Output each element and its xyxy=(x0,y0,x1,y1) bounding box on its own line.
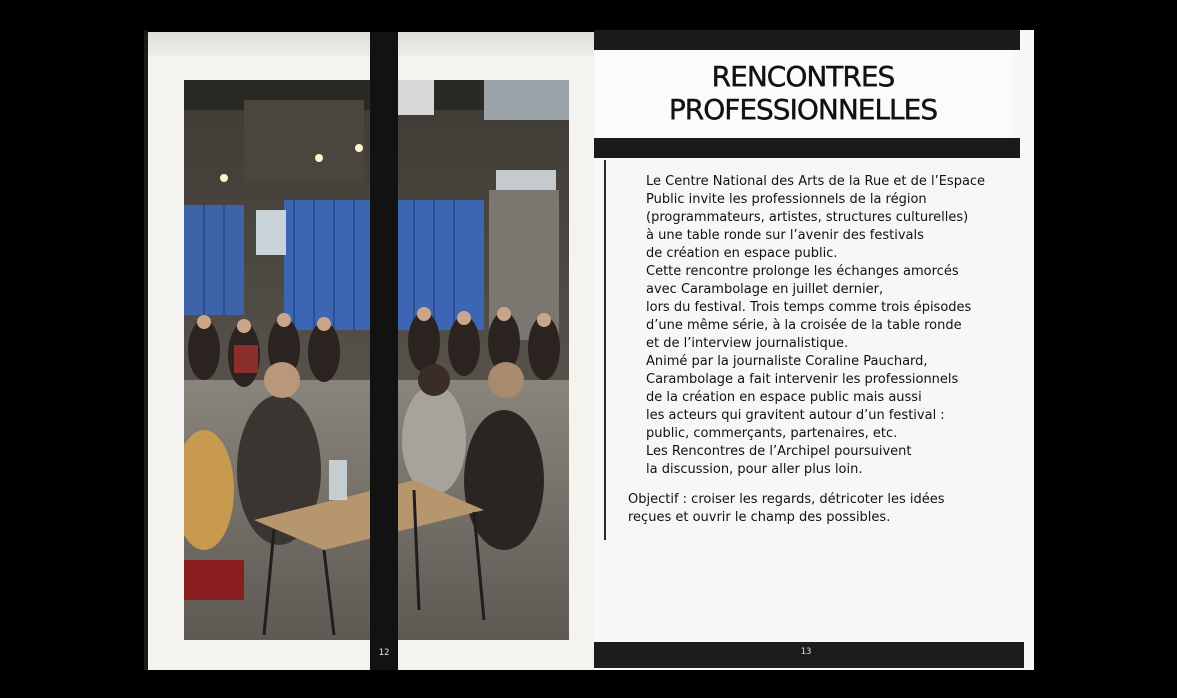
page-number: 13 xyxy=(800,647,812,657)
body-line: de la création en espace public mais aussi xyxy=(646,390,922,405)
body-line: à une table ronde sur l’avenir des festivals xyxy=(646,228,924,243)
body-line: les acteurs qui gravitent autour d’un festival : xyxy=(646,408,945,423)
body-line: de création en espace public. xyxy=(646,246,838,261)
objective-text xyxy=(628,491,1008,527)
body-line: Animé par la journaliste Coraline Pauchard, xyxy=(646,354,928,369)
body-text xyxy=(646,173,1026,479)
title-line-1: RENCONTRES xyxy=(711,60,895,93)
body-line: (programmateurs, artistes, structures culturelles) xyxy=(646,210,969,225)
right-page xyxy=(594,30,1034,670)
body-line: Public invite les professionnels de la région xyxy=(646,192,927,207)
body-line: et de l’interview journalistique. xyxy=(646,336,849,351)
title-bottom-bar xyxy=(594,138,1020,158)
body-line: public, commerçants, partenaires, etc. xyxy=(646,426,898,441)
body-line: avec Carambolage en juillet dernier, xyxy=(646,282,884,297)
body-line: Le Centre National des Arts de la Rue et de l’Espace xyxy=(646,174,986,189)
margin-rule xyxy=(604,160,606,540)
vertical-black-band xyxy=(370,32,398,670)
body-line: Cette rencontre prolonge les échanges amorcés xyxy=(646,264,959,279)
body-line: la discussion, pour aller plus loin. xyxy=(646,462,863,477)
body-line: d’une même série, à la croisée de la table ronde xyxy=(646,318,962,333)
body-line: lors du festival. Trois temps comme trois épisodes xyxy=(646,300,972,315)
page-title xyxy=(594,60,1012,126)
body-line: Les Rencontres de l’Archipel poursuivent xyxy=(646,444,912,459)
objective-line: Objectif : croiser les regards, détricoter les idées xyxy=(628,492,945,507)
left-page xyxy=(148,32,594,670)
objective-line: reçues et ouvrir le champ des possibles. xyxy=(628,510,891,525)
body-line: Carambolage a fait intervenir les professionnels xyxy=(646,372,959,387)
title-line-2: PROFESSIONNELLES xyxy=(668,93,938,126)
page-number: 12 xyxy=(378,648,390,658)
title-top-bar xyxy=(594,30,1020,50)
